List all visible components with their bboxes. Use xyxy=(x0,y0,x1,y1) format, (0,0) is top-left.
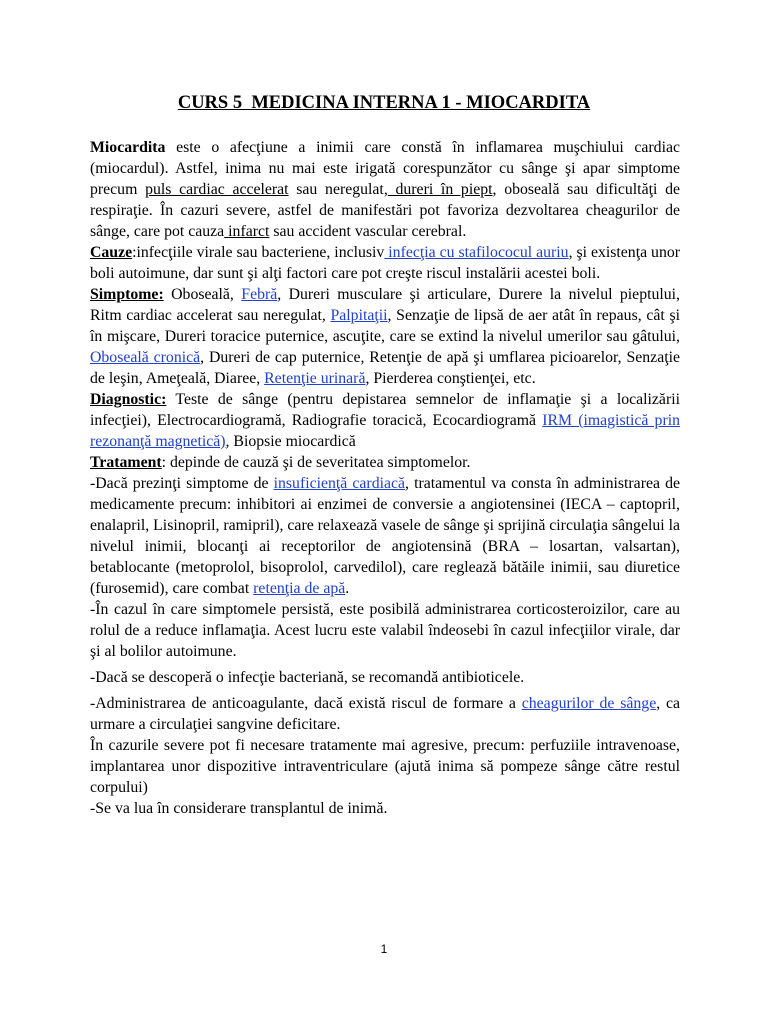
link-oboseala-cronica[interactable]: Oboseală cronică xyxy=(90,349,201,366)
link-retentia-de-apa[interactable]: retenţia de apă xyxy=(253,580,346,597)
intro-text-2: sau neregulat, xyxy=(288,181,388,198)
intro-text-3: , oboseală sau dificultăţi de respiraţie. În cazuri severe, astfel de manifestări pot favoriza dezvoltarea cheagurilor de sânge, care pot cauza xyxy=(90,181,680,240)
anticoag-text-1: -Administrarea de anticoagulante, dacă există riscul de formare a xyxy=(90,695,522,712)
underlined-puls: puls cardiac accelerat xyxy=(145,181,289,198)
link-cheaguri[interactable]: cheagurilor de sânge xyxy=(521,695,657,712)
transplant-paragraph: -Se va lua în considerare transplantul de inimă. xyxy=(90,800,388,817)
anticoagulante-paragraph xyxy=(90,693,680,735)
underlined-dureri: dureri în piept xyxy=(387,181,493,198)
cauze-paragraph xyxy=(90,242,680,284)
antibiotice-paragraph: -Dacă se descoperă o infecţie bacteriană, se recomandă antibioticele. xyxy=(90,669,525,686)
ic-text-1: -Dacă prezinţi simptome de xyxy=(90,475,274,492)
simptome-text-4: , Dureri de cap puternice, Retenţie de apă şi umflarea picioarelor, Senzaţie de leşin, Ameţeală, Diaree, xyxy=(90,349,680,387)
page-number: 1 xyxy=(380,942,388,956)
diagnostic-text-1: Teste de sânge (pentru depistarea semnelor de inflamaţie şi a localizării infecţiei), Electrocardiogramă, Radiografie toracică, Ecocardiogramă xyxy=(90,391,680,429)
link-insuficienta-cardiaca[interactable]: insuficienţă cardiacă xyxy=(273,475,406,492)
tratament-paragraph xyxy=(90,452,680,473)
document-body xyxy=(90,137,680,819)
diagnostic-text-2: , Biopsie miocardică xyxy=(225,433,356,450)
link-febra[interactable]: Febră xyxy=(241,286,278,303)
underlined-infarct: infarct xyxy=(224,223,270,240)
link-irm[interactable]: IRM (imagistică prin rezonanţă magnetică) xyxy=(90,412,680,450)
diagnostic-label: Diagnostic: xyxy=(90,391,167,408)
simptome-label: Simptome: xyxy=(90,286,164,303)
tratament-text-1: : depinde de cauză şi de severitatea simptomelor. xyxy=(161,454,471,471)
tratament-label: Tratament xyxy=(90,454,162,471)
simptome-paragraph xyxy=(90,284,680,389)
page-title: CURS 5 MEDICINA INTERNA 1 - MIOCARDITA xyxy=(177,93,591,113)
cauze-label: Cauze xyxy=(90,244,133,261)
ic-text-2: , tratamentul va consta în administrarea de medicamente precum: inhibitori ai enzimei de conversie a angiotensinei (IECA – captopril, enalapril, Lisinopril, ramipril), care relaxează vasele de sânge şi sprijină circulaţia sângelui la nivelul inimii, blocanţi ai receptorilor de angiotensină (BRA – losartan, valsartan), betablocante (metoprolol, bisoprolol, carvedilol), care reglează bătăile inimii, sau diuretice (furosemid), care combat xyxy=(90,475,681,597)
cazuri-severe-paragraph: În cazurile severe pot fi necesare tratamente mai agresive, precum: perfuziile intravenoase, implantarea unor dispozitive intraventriculare (ajută inima să pompeze sânge către restul corpului) xyxy=(90,737,680,796)
cauze-text-1: :infecţiile virale sau bacteriene, inclusiv xyxy=(132,244,385,261)
insuficienta-paragraph xyxy=(90,473,680,599)
anticoag-text-2: , ca urmare a circulaţiei sangvine deficitare. xyxy=(90,695,681,733)
link-palpitatii[interactable]: Palpitaţii xyxy=(330,307,388,324)
simptome-text-1: Oboseală, xyxy=(163,286,242,303)
simptome-text-5: , Pierderea conştienţei, etc. xyxy=(365,370,536,387)
intro-paragraph xyxy=(90,137,680,242)
diagnostic-paragraph xyxy=(90,389,680,452)
term-miocardita: Miocardita xyxy=(90,139,166,156)
link-retentie-urinara[interactable]: Retenţie urinară xyxy=(264,370,366,387)
simptome-text-2: , Dureri musculare şi articulare, Durere la nivelul pieptului, Ritm cardiac accelerat sau neregulat, xyxy=(90,286,680,324)
cauze-text-2: , şi existenţa unor boli autoimune, dar sunt şi alţi factori care pot creşte riscul instalării acestei boli. xyxy=(90,244,681,282)
corticosteroizi-paragraph: -În cazul în care simptomele persistă, este posibilă administrarea corticosteroizilor, care au rolul de a reduce inflamaţia. Acest lucru este valabil îndeosebi în cazul infecţiilor virale, dar şi al bolilor autoimune. xyxy=(90,601,680,660)
intro-text-4: sau accident vascular cerebral. xyxy=(269,223,467,240)
intro-text-1: este o afecţiune a inimii care constă în inflamarea muşchiului cardiac (miocardul). Astfel, inima nu mai este irigată corespunzător cu sânge şi apar simptome precum xyxy=(90,139,680,198)
ic-text-3: . xyxy=(345,580,350,597)
simptome-text-3: , Senzaţie de lipsă de aer atât în repaus, cât şi în mişcare, Dureri toracice puternice, ascuţite, care se extind la nivelul umerilor sau gâtului, xyxy=(90,307,680,345)
link-stafilococ[interactable]: infecţia cu stafilococul auriu xyxy=(384,244,569,261)
